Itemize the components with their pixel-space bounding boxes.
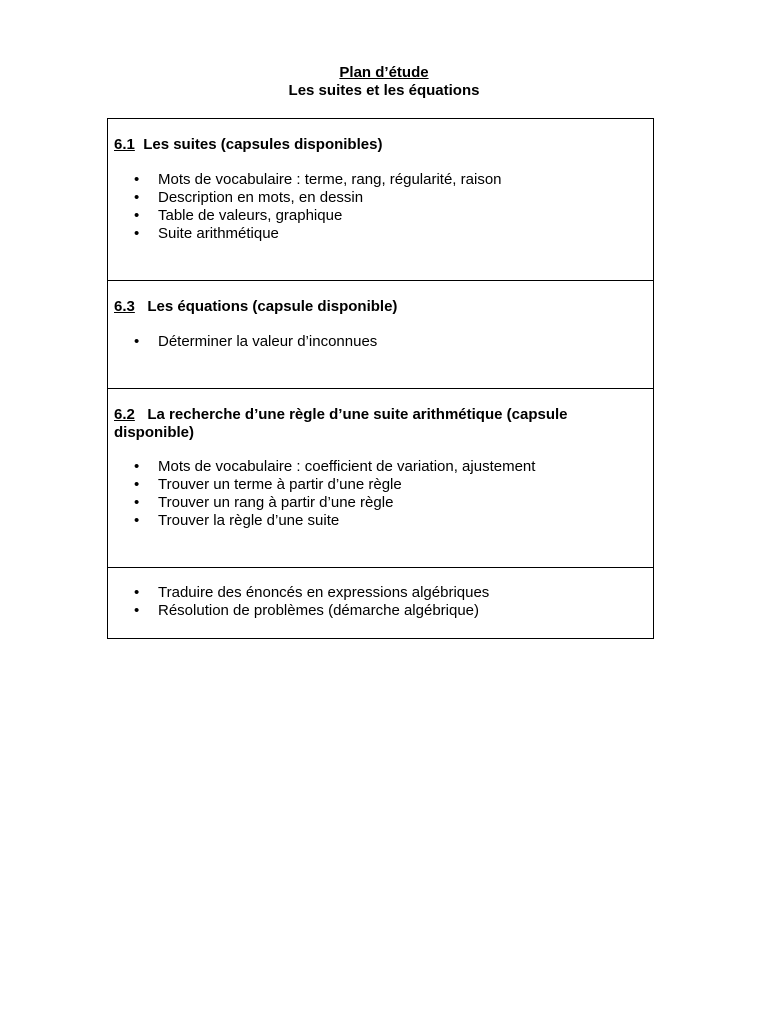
- bullet-list: [134, 333, 377, 351]
- page-subtitle: Les suites et les équations: [288, 82, 480, 99]
- section-title: La recherche d’une règle d’une suite arithmétique (capsule disponible): [114, 406, 568, 441]
- section-number: 6.1: [114, 136, 135, 153]
- page-title: Plan d’étude: [339, 64, 429, 81]
- list-item: • Trouver la règle d’une suite: [134, 512, 535, 530]
- study-plan-table: [107, 118, 654, 639]
- section-heading: [114, 406, 593, 442]
- section-heading: [114, 298, 593, 316]
- section-number: 6.2: [114, 406, 135, 423]
- section-title: Les suites (capsules disponibles): [143, 136, 383, 153]
- section-problemes: [108, 568, 653, 638]
- list-item: • Trouver un terme à partir d’une règle: [134, 476, 535, 494]
- list-item: • Table de valeurs, graphique: [134, 207, 502, 225]
- section-title: Les équations (capsule disponible): [147, 298, 398, 315]
- list-item: • Traduire des énoncés en expressions algébriques: [134, 584, 489, 602]
- list-item: • Résolution de problèmes (démarche algébrique): [134, 602, 489, 620]
- list-item: • Trouver un rang à partir d’une règle: [134, 494, 535, 512]
- bullet-list: [134, 458, 535, 530]
- list-item: • Suite arithmétique: [134, 225, 502, 243]
- bullet-list: [134, 171, 502, 243]
- list-item: • Déterminer la valeur d’inconnues: [134, 333, 377, 351]
- section-equations: [108, 281, 653, 389]
- section-regle-suite: [108, 389, 653, 568]
- page-header: [0, 64, 768, 100]
- list-item: • Mots de vocabulaire : coefficient de variation, ajustement: [134, 458, 535, 476]
- list-item: • Description en mots, en dessin: [134, 189, 502, 207]
- list-item: • Mots de vocabulaire : terme, rang, régularité, raison: [134, 171, 502, 189]
- bullet-list: [134, 584, 489, 620]
- section-heading: [114, 136, 593, 154]
- section-number: 6.3: [114, 298, 135, 315]
- section-suites: [108, 119, 653, 281]
